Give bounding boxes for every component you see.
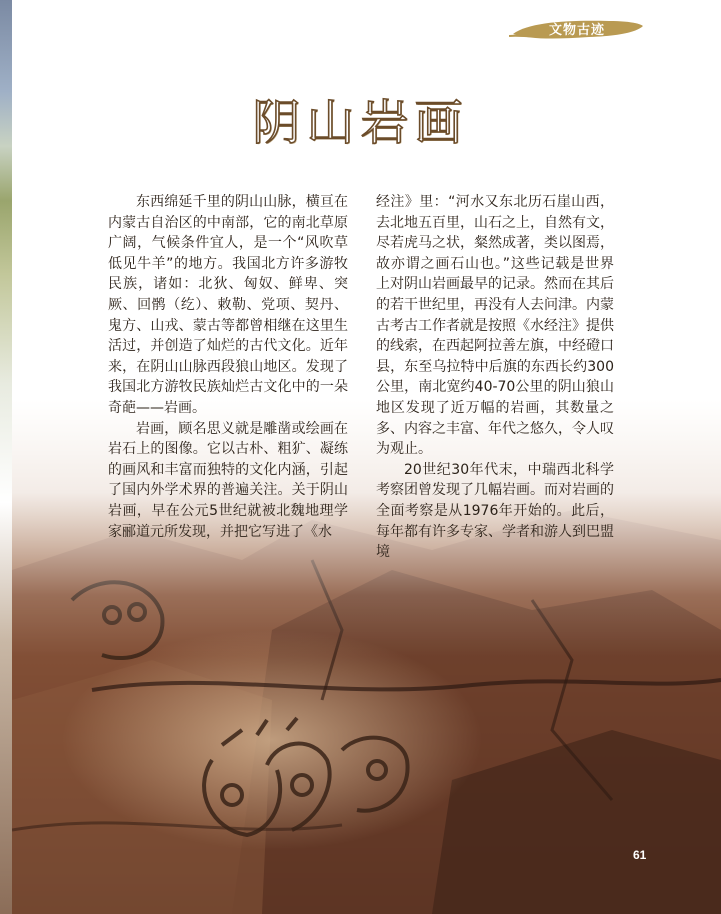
- left-text-column: [108, 192, 348, 542]
- paragraph: 东西绵延千里的阴山山脉，横亘在内蒙古自治区的中南部，它的南北草原广阔，气候条件宜人，是一个“风吹草低见牛羊”的地方。我国北方许多游牧民族，诸如：北狄、匈奴、鲜卑、突厥、回鹘（纥）、敕勒、党项、契丹、鬼方、山戎、蒙古等都曾相继在这里生活过，并创造了灿烂的古代文化。近年来，在阴山山脉西段狼山地区。发现了我国北方游牧民族灿烂古文化中的一朵奇葩——岩画。: [108, 194, 348, 416]
- paragraph: 岩画，顾名思义就是雕凿或绘画在岩石上的图像。它以古朴、粗犷、凝练的画风和丰富而独特的文化内涵，引起了国内外学术界的普遍关注。关于阴山岩画，早在公元5世纪就被北魏地理学家郦道元所发现，并把它写进了《水: [108, 420, 348, 540]
- page-number: 61: [633, 848, 647, 862]
- paragraph-continuation: 经注》里：“河水又东北历石崖山西，去北地五百里，山石之上，自然有文，尽若虎马之状，粲然成著，类以图焉，故亦谓之画石山也。”这些记载是世界上对阴山岩画最早的记录。然而在其后的若干世纪里，再没有人去问津。内蒙古考古工作者就是按照《水经注》提供的线索，在西起阿拉善左旗，中经磴口县，东至乌拉特中后旗的东西长约300公里，南北宽约40-70公里的阴山狼山地区发现了近万幅的岩画，其数量之多、内容之丰富、年代之悠久，令人叹为观止。: [376, 194, 614, 458]
- right-text-column: [376, 192, 614, 563]
- section-badge-label: 文物古迹: [548, 23, 605, 38]
- paragraph: 20世纪30年代末，中瑞西北科学考察团曾发现了几幅岩画。而对岩画的全面考察是从1976年开始的。此后，每年都有许多专家、学者和游人到巴盟境: [376, 461, 614, 561]
- article-title: 阴山岩画: [252, 95, 469, 151]
